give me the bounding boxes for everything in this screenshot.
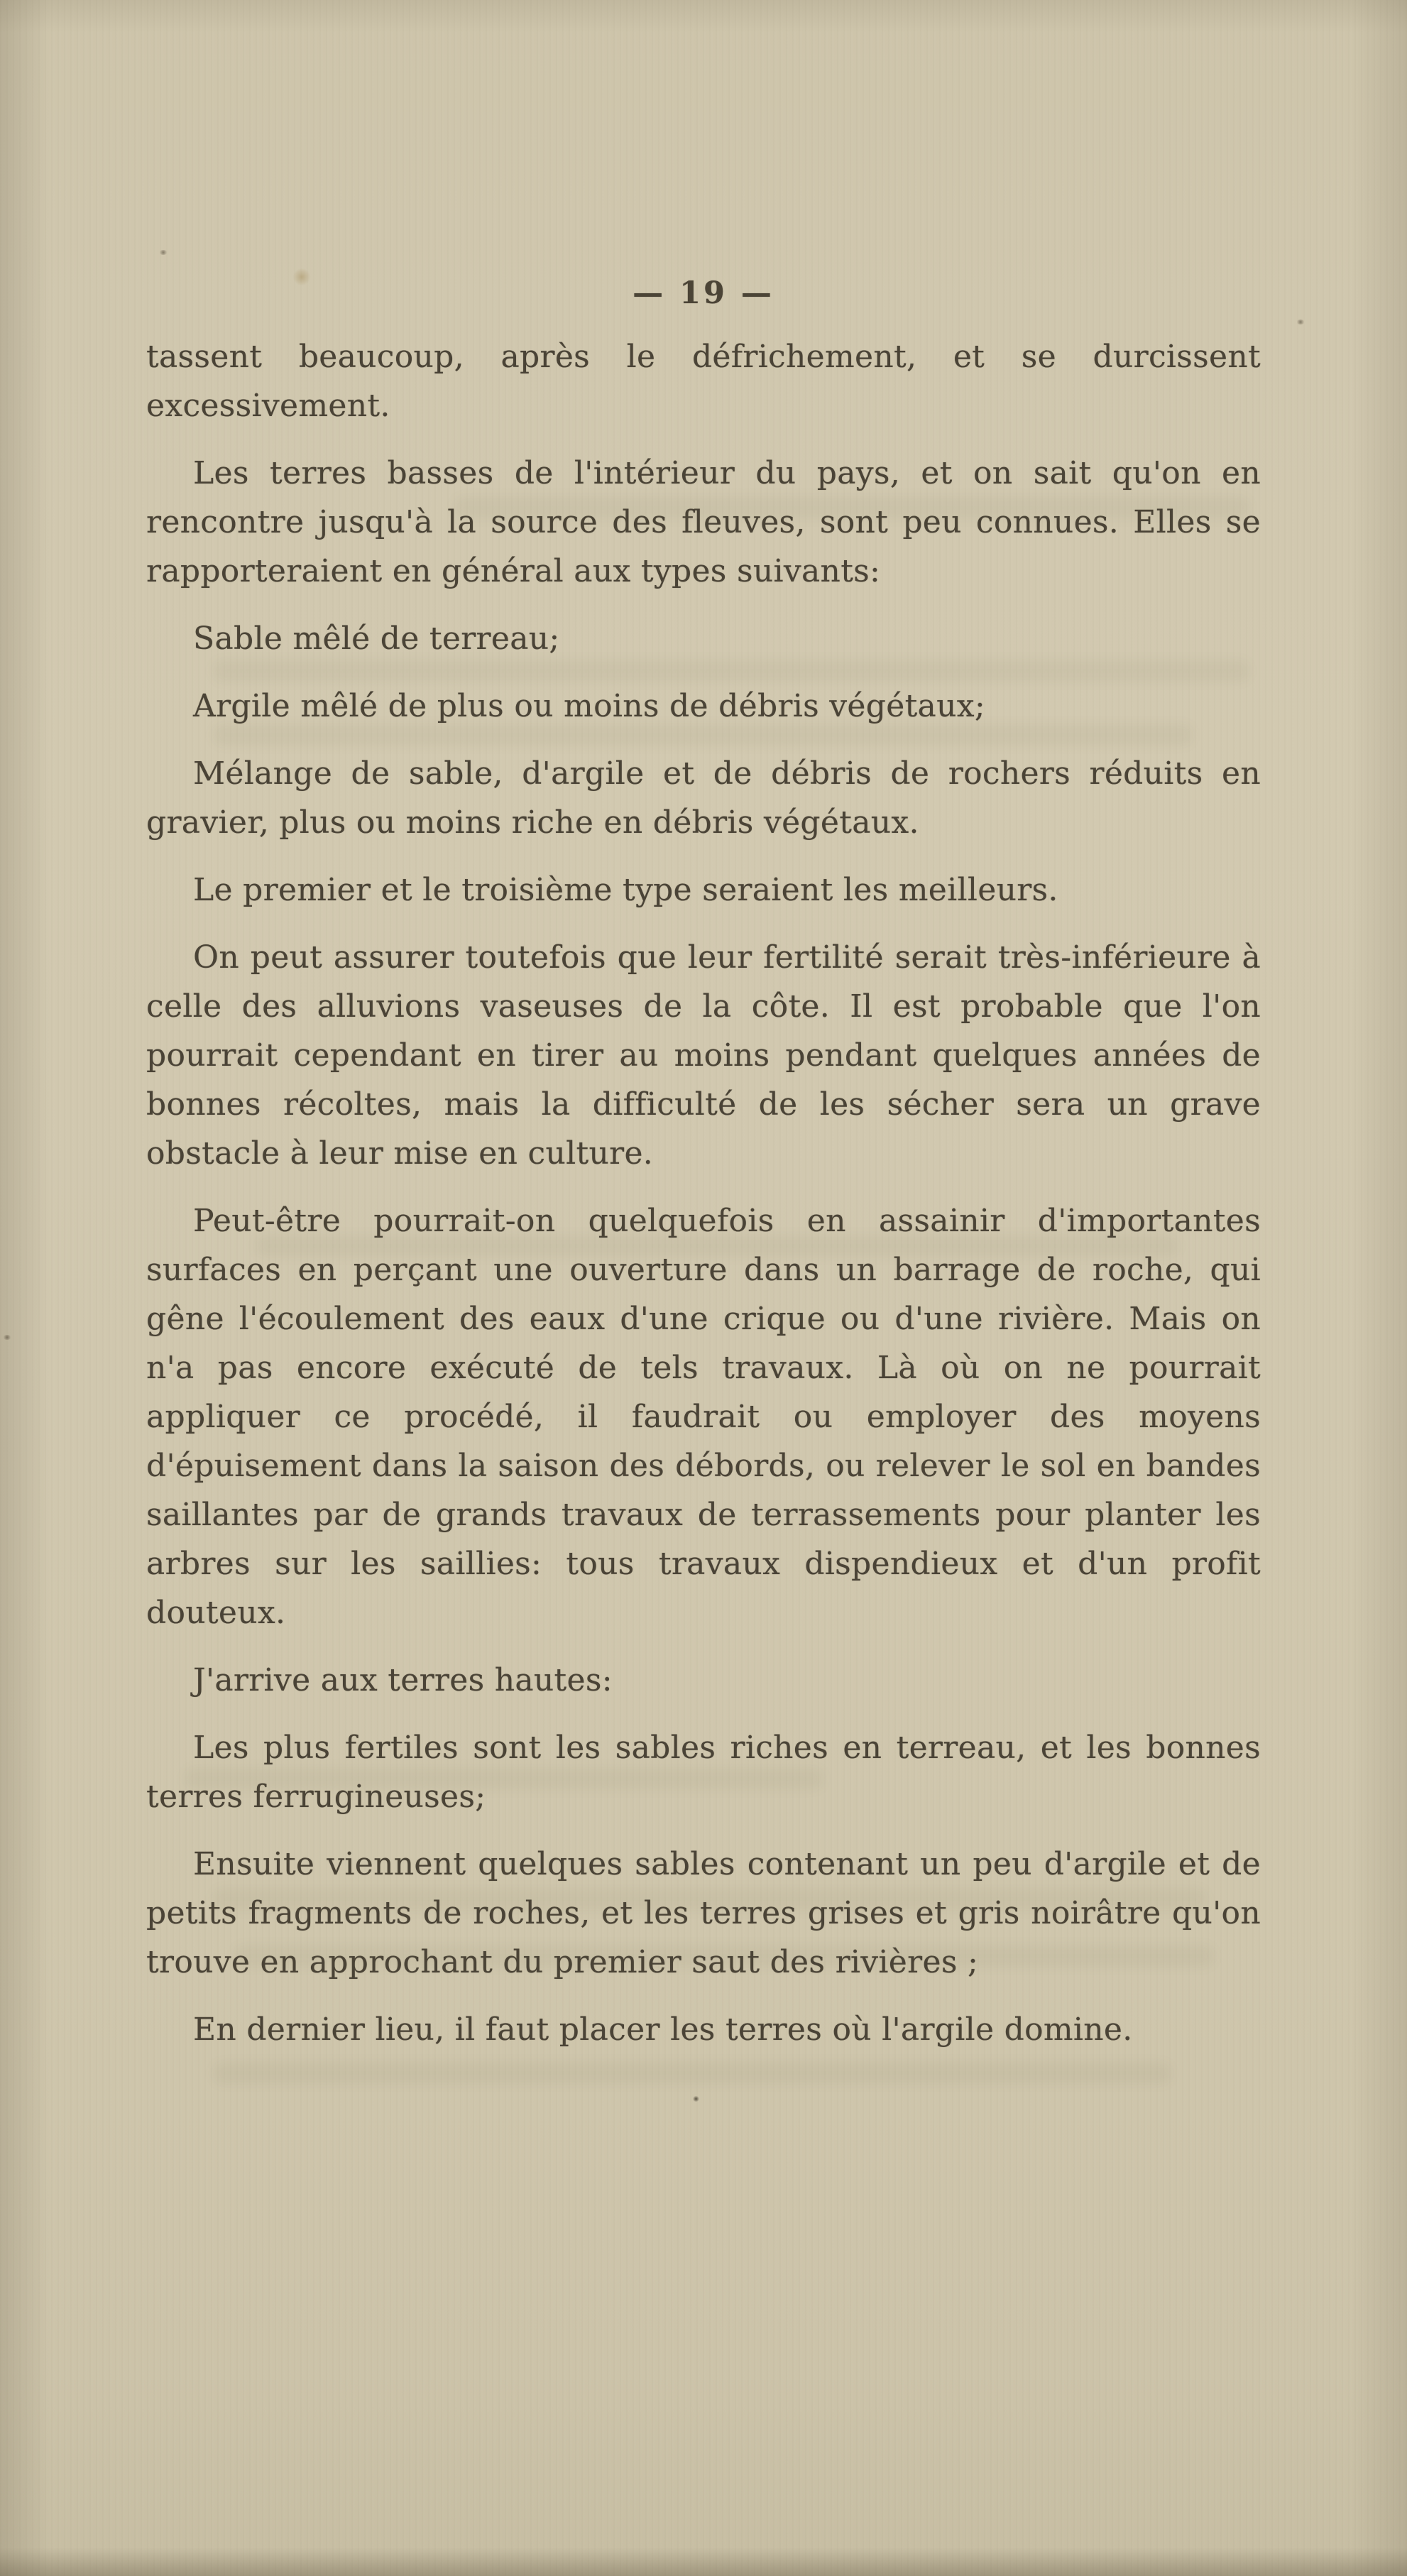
paragraph: Les plus fertiles sont les sables riches en terreau, et les bonnes terres ferrugineuses; <box>146 1730 1261 1815</box>
paragraph: En dernier lieu, il faut placer les terres où l'argile domine. <box>193 2012 1133 2048</box>
paragraph: J'arrive aux terres hautes: <box>193 1662 613 1698</box>
paragraph: Le premier et le troisième type seraient les meilleurs. <box>193 872 1058 908</box>
paragraph: tassent beaucoup, après le défrichement, et se durcissent excessivement. <box>146 339 1261 424</box>
paper-speck <box>159 250 168 255</box>
paragraph: On peut assurer toutefois que leur fertilité serait très-inférieure à celle des alluvions vaseuses de la côte. Il est probable que l'on pourrait cependant en tirer au moins pendant quelques années de bonnes récoltes, mais la difficulté de les sécher sera un grave obstacle à leur mise en culture. <box>146 939 1261 1172</box>
paragraph: Les terres basses de l'intérieur du pays, et on sait qu'on en rencontre jusqu'à la source des fleuves, sont peu connues. Elles se rapporteraient en général aux types suivants: <box>146 455 1261 589</box>
paragraph: Peut-être pourrait-on quelquefois en assainir d'importantes surfaces en perçant une ouverture dans un barrage de roche, qui gêne l'écoulement des eaux d'une crique ou d'une rivière. Mais on n'a pas encore exécuté de tels travaux. Là où on ne pourrait appliquer ce procédé, il faudrait ou employer des moyens d'épuisement dans la saison des débords, ou relever le sol en bandes saillantes par de grands travaux de terrassements pour planter les arbres sur les saillies: tous travaux dispendieux et d'un profit douteux. <box>146 1203 1261 1631</box>
paper-speck <box>1296 320 1305 324</box>
page-number-header: — 19 — <box>633 275 774 311</box>
ink-dot <box>693 2096 699 2102</box>
paragraph: Sable mêlé de terreau; <box>193 621 560 657</box>
page-edge-shadow-left <box>0 0 50 2576</box>
paper-speck <box>3 1335 11 1340</box>
page-edge-shadow-top <box>0 0 1407 33</box>
page-edge-shadow-bottom <box>0 2548 1407 2576</box>
paragraph: Mélange de sable, d'argile et de débris de rochers réduits en gravier, plus ou moins riche en débris végétaux. <box>146 755 1261 841</box>
page-edge-shadow-right <box>1350 0 1407 2576</box>
text-block <box>146 332 1261 2073</box>
paragraph: Argile mêlé de plus ou moins de débris végétaux; <box>193 688 985 724</box>
paragraph: Ensuite viennent quelques sables contenant un peu d'argile et de petits fragments de roches, et les terres grises et gris noirâtre qu'on trouve en approchant du premier saut des rivières ; <box>146 1846 1261 1980</box>
